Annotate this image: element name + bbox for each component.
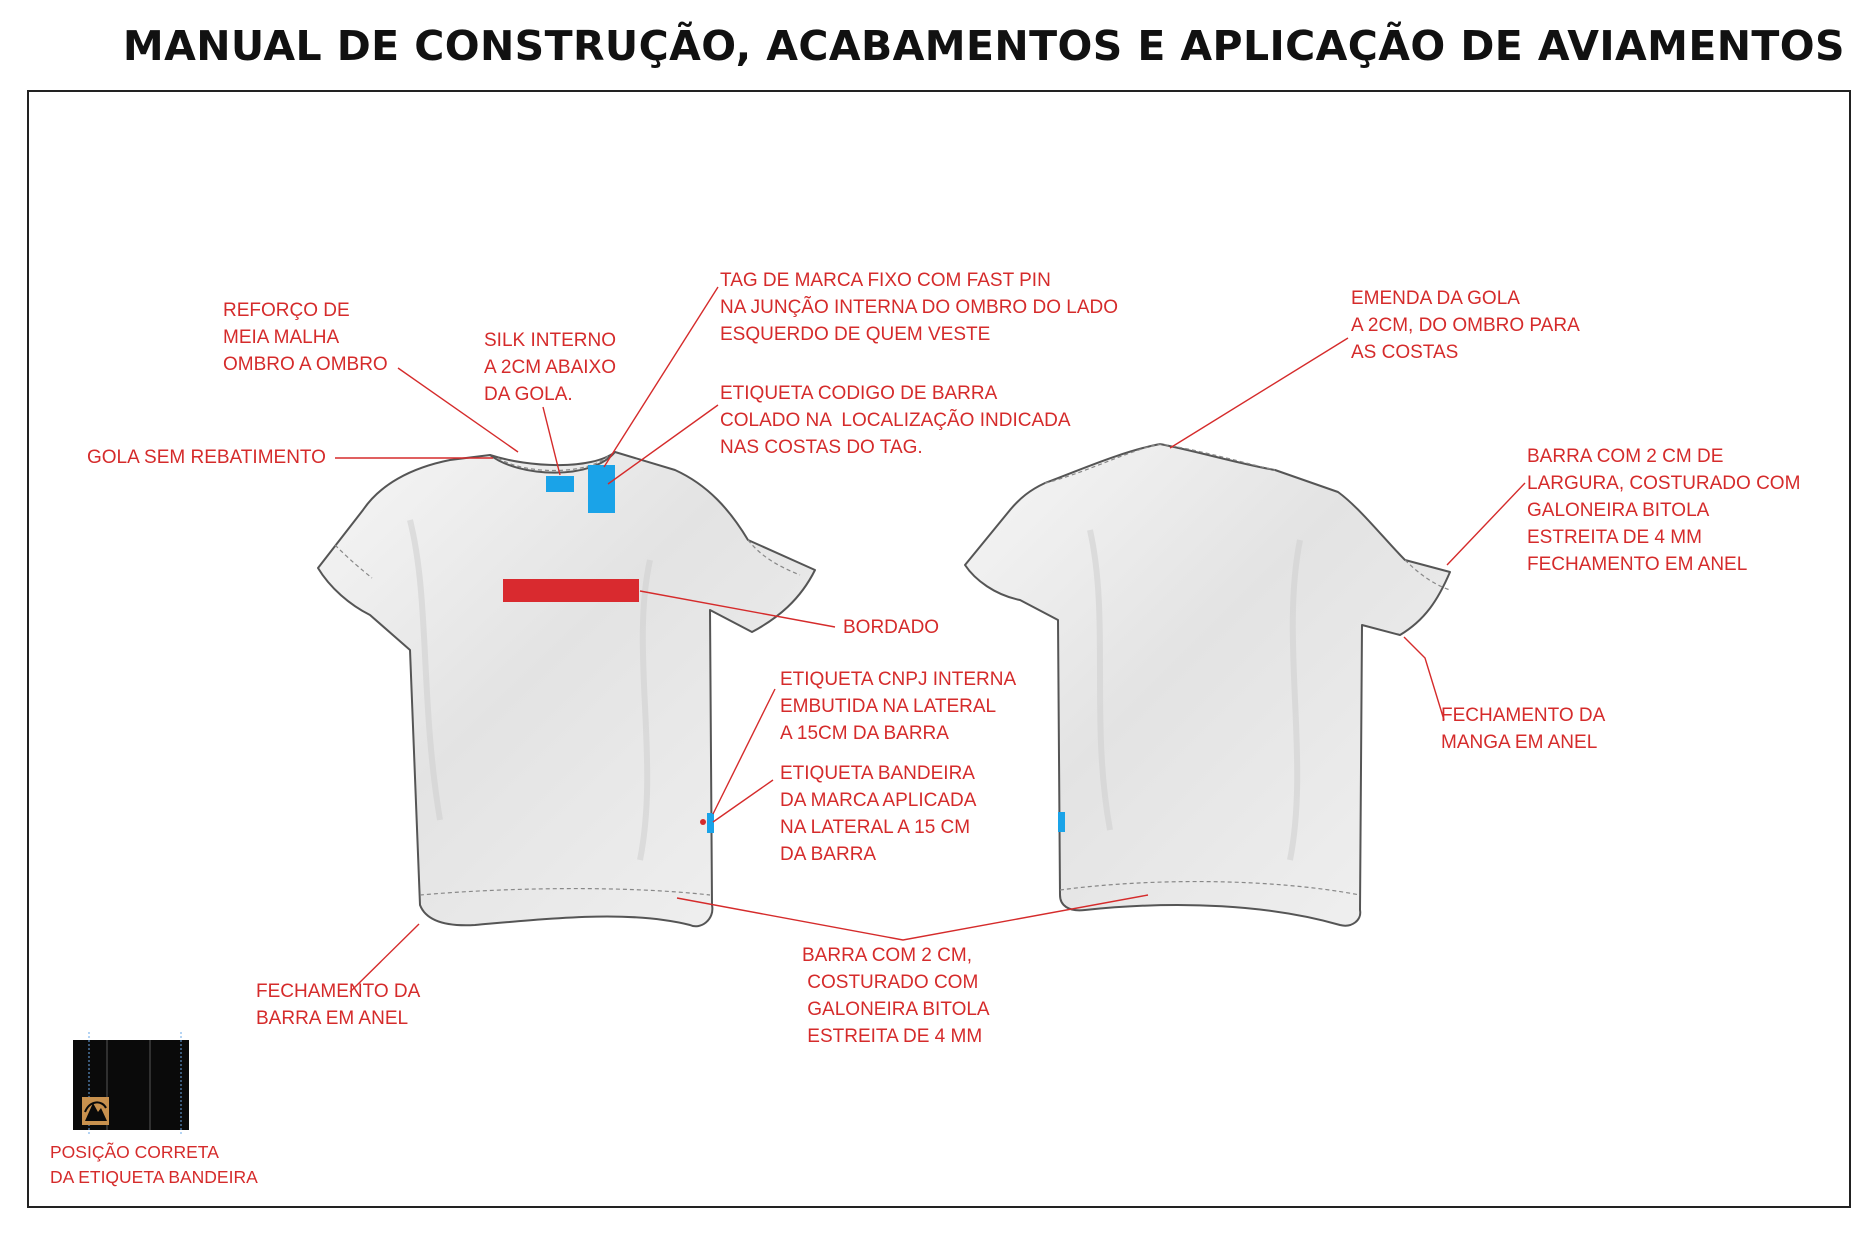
brand-wave-mountain-icon	[82, 1097, 109, 1125]
barra-manga-label: BARRA COM 2 CM DE LARGURA, COSTURADO COM GALONEIRA BITOLA ESTREITA DE 4 MM FECHAMENTO EM ANEL	[1527, 446, 1801, 575]
fechamento-barra-label: FECHAMENTO DA BARRA EM ANEL	[256, 981, 421, 1029]
embroidery-marker	[503, 579, 639, 602]
bordado-label: BORDADO	[843, 617, 940, 638]
tag-marker	[588, 465, 615, 513]
page-title: MANUAL DE CONSTRUÇÃO, ACABAMENTOS E APLICAÇÃO DE AVIAMENTOS	[122, 22, 1845, 70]
cnpj-label: ETIQUETA CNPJ INTERNA EMBUTIDA NA LATERAL A 15CM DA BARRA	[780, 669, 1017, 744]
reforco-label: REFORÇO DE MEIA MALHA OMBRO A OMBRO	[223, 300, 388, 375]
cnpj-label-marker	[700, 819, 706, 825]
tshirt-front-icon	[318, 452, 815, 926]
etiqueta-codigo-label: ETIQUETA CODIGO DE BARRA COLADO NA LOCALIZAÇÃO INDICADA NAS COSTAS DO TAG.	[720, 383, 1071, 458]
emenda-label: EMENDA DA GOLA A 2CM, DO OMBRO PARA AS COSTAS	[1351, 288, 1580, 363]
silk-marker	[546, 476, 574, 492]
flag-label-illustration	[73, 1032, 189, 1136]
tshirt-back-icon	[965, 444, 1450, 926]
flag-label-marker-back	[1058, 812, 1065, 832]
silk-label: SILK INTERNO A 2CM ABAIXO DA GOLA.	[484, 330, 616, 405]
gola-label: GOLA SEM REBATIMENTO	[87, 447, 326, 468]
fechamento-manga-label: FECHAMENTO DA MANGA EM ANEL	[1441, 705, 1606, 753]
barra-centro-label: BARRA COM 2 CM, COSTURADO COM GALONEIRA BITOLA ESTREITA DE 4 MM	[802, 945, 990, 1047]
tag-label: TAG DE MARCA FIXO COM FAST PIN NA JUNÇÃO INTERNA DO OMBRO DO LADO ESQUERDO DE QUEM VESTE	[720, 270, 1118, 345]
bandeira-label: ETIQUETA BANDEIRA DA MARCA APLICADA NA LATERAL A 15 CM DA BARRA	[780, 763, 977, 865]
flag-label-marker-front	[707, 813, 714, 833]
flag-label-caption: POSIÇÃO CORRETA DA ETIQUETA BANDEIRA	[50, 1142, 258, 1187]
